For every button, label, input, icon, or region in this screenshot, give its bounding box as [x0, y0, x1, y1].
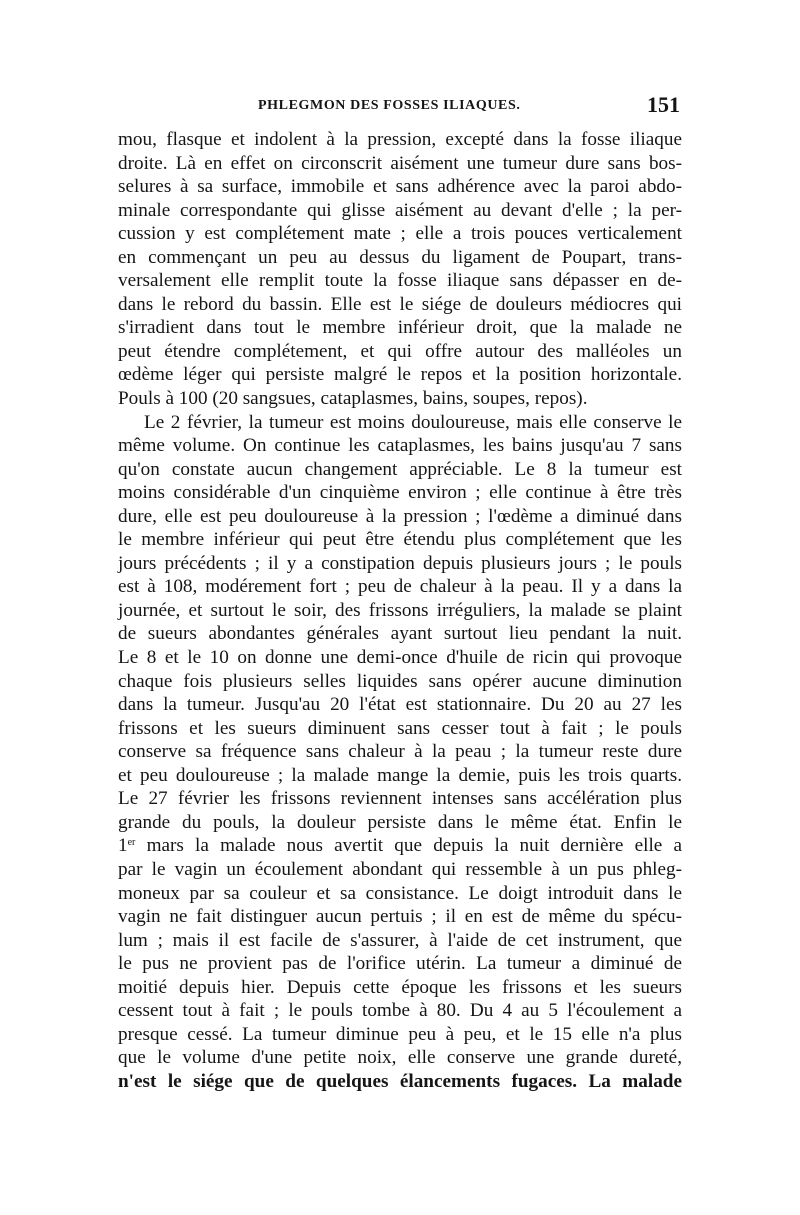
text-line: de sueurs abondantes générales ayant surtout lieu pendant la nuit.: [118, 623, 682, 645]
paragraph-first-line: Le 2 février, la tumeur est moins douloureuse, mais elle conserve le: [144, 411, 682, 433]
text-line: frissons et les sueurs diminuent sans cesser tout à fait ; le pouls: [118, 717, 682, 739]
text-line: droite. Là en effet on circonscrit aisément une tumeur dure sans bos-: [118, 152, 682, 174]
text-line: moitié depuis hier. Depuis cette époque les frissons et les sueurs: [118, 976, 682, 998]
text-line: conserve sa fréquence sans chaleur à la peau ; la tumeur reste dure: [118, 741, 682, 763]
text-line: lum ; mais il est facile de s'assurer, à l'aide de cet instrument, que: [118, 929, 682, 951]
text-line: même volume. On continue les cataplasmes, les bains jusqu'au 7 sans: [118, 435, 682, 457]
text-line: chaque fois plusieurs selles liquides sans opérer aucune diminution: [118, 670, 682, 692]
text-line: dure, elle est peu douloureuse à la pression ; l'œdème a diminué dans: [118, 505, 682, 527]
text-line: dans la tumeur. Jusqu'au 20 l'état est stationnaire. Du 20 au 27 les: [118, 694, 682, 716]
text-line: dans le rebord du bassin. Elle est le siége de douleurs médiocres qui: [118, 293, 682, 315]
text-line: par le vagin un écoulement abondant qui ressemble à un pus phleg-: [118, 858, 682, 880]
text-line: presque cessé. La tumeur diminue peu à peu, et le 15 elle n'a plus: [118, 1023, 682, 1045]
text-line: le pus ne provient pas de l'orifice utérin. La tumeur a diminué de: [118, 953, 682, 975]
text-line: est à 108, modérement fort ; peu de chaleur à la peau. Il y a dans la: [118, 576, 682, 598]
text-line: s'irradient dans tout le membre inférieur droit, que la malade ne: [118, 317, 682, 339]
text-line: n'est le siége que de quelques élancements fugaces. La malade: [118, 1070, 682, 1092]
text-line: selures à sa surface, immobile et sans adhérence avec la paroi abdo-: [118, 176, 682, 198]
text-line: que le volume d'une petite noix, elle conserve une grande dureté,: [118, 1047, 682, 1069]
text-line: mou, flasque et indolent à la pression, excepté dans la fosse iliaque: [118, 129, 682, 150]
text-line: Pouls à 100 (20 sangsues, cataplasmes, bains, soupes, repos).: [118, 388, 588, 410]
text-line: et peu douloureuse ; la malade mange la demie, puis les trois quarts.: [118, 764, 682, 786]
text-line: Le 27 février les frissons reviennent intenses sans accélération plus: [118, 788, 682, 810]
text-line: moneux par sa couleur et sa consistance. Le doigt introduit dans le: [118, 882, 682, 904]
text-line: minale correspondante qui glisse aisément au devant d'elle ; la per-: [118, 199, 682, 221]
text-line: vagin ne fait distinguer aucun pertuis ; il en est de même du spécu-: [118, 906, 682, 928]
text-line: cessent tout à fait ; le pouls tombe à 80. Du 4 au 5 l'écoulement a: [118, 1000, 682, 1022]
text-line: moins considérable d'un cinquième environ ; elle continue à être très: [118, 482, 682, 504]
text-line: jours précédents ; il y a constipation depuis plusieurs jours ; le pouls: [118, 552, 682, 574]
page-header: [122, 92, 680, 122]
text-line: peut étendre complétement, et qui offre autour des malléoles un: [118, 340, 682, 362]
text-line: œdème léger qui persiste malgré le repos et la position horizontale.: [118, 364, 682, 386]
text-line: journée, et surtout le soir, des frissons irréguliers, la malade se plaint: [118, 599, 682, 621]
text-line: grande du pouls, la douleur persiste dans le même état. Enfin le: [118, 811, 682, 833]
running-title: PHLEGMON DES FOSSES ILIAQUES.: [258, 98, 521, 113]
page-number: 151: [647, 92, 680, 117]
text-line: en commençant un peu au dessus du ligament de Poupart, trans-: [118, 246, 682, 268]
text-line: Le 8 et le 10 on donne une demi-once d'huile de ricin qui provoque: [118, 647, 682, 669]
text-line: qu'on constate aucun changement appréciable. Le 8 la tumeur est: [118, 458, 682, 480]
text-line: cussion y est complétement mate ; elle a trois pouces verticalement: [118, 223, 682, 245]
body-text: [118, 128, 682, 1093]
text-line: le membre inférieur qui peut être étendu plus complétement que les: [118, 529, 682, 551]
text-line: 1er mars la malade nous avertit que depuis la nuit dernière elle a: [118, 835, 682, 857]
text-line: versalement elle remplit toute la fosse iliaque sans dépasser en de-: [118, 270, 682, 292]
